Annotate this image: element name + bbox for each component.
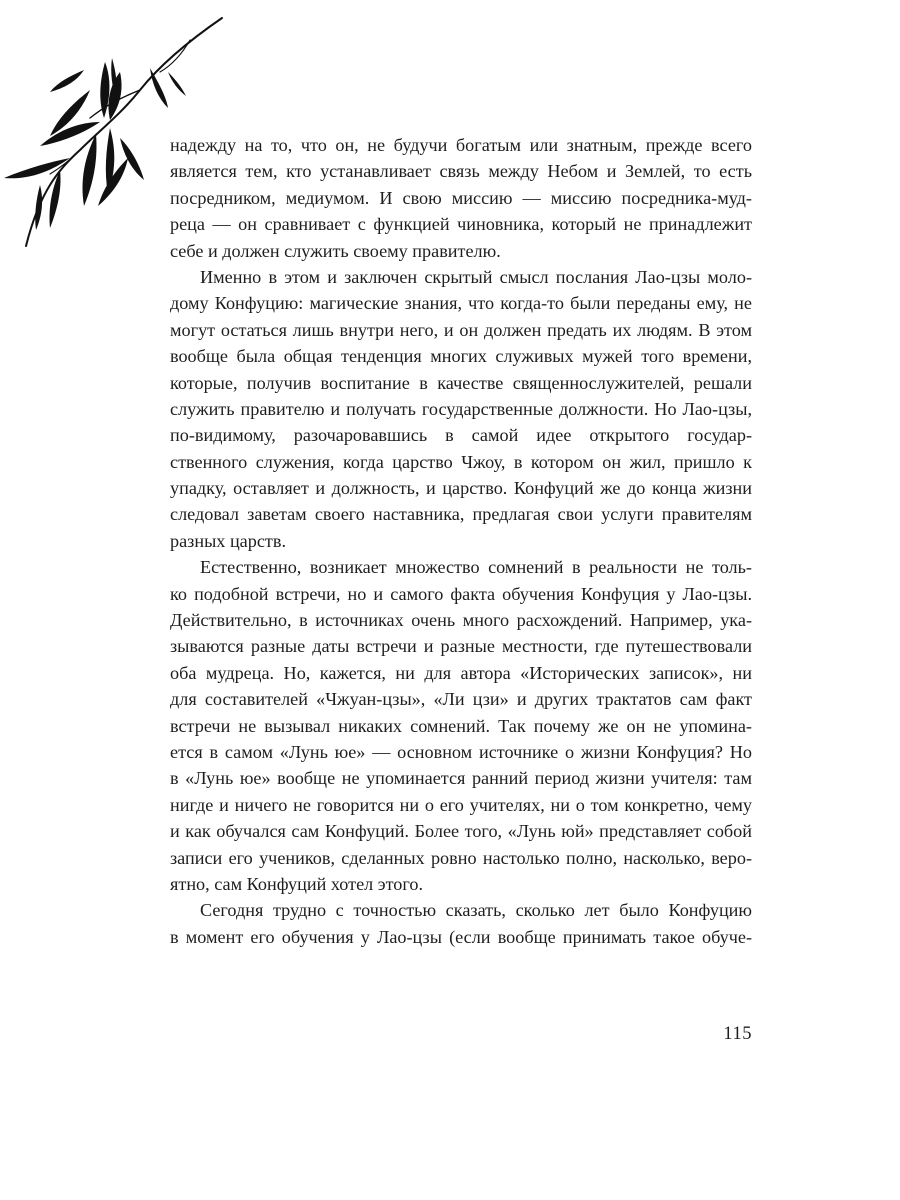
text-line: себе и должен служить своему правителю. xyxy=(170,240,501,261)
text-line: записи его учеников, сделанных ровно настолько полно, насколько, веро- xyxy=(170,847,752,868)
text-line: нигде и ничего не говорится ни о его учителях, ни о том конкретно, чему xyxy=(170,794,752,815)
text-line: в «Лунь юе» вообще не упоминается ранний период жизни учителя: там xyxy=(170,768,752,789)
text-line: дому Конфуцию: магические знания, что когда-то были переданы ему, не xyxy=(170,293,752,314)
text-line: в момент его обучения у Лао-цзы (если вообще принимать такое обуче- xyxy=(170,926,752,947)
text-line: следовал заветам своего наставника, предлагая свои услуги правителям xyxy=(170,504,752,525)
text-line: Естественно, возникает множество сомнений в реальности не толь- xyxy=(200,557,752,578)
text-line: которые, получив воспитание в качестве священнослужителей, решали xyxy=(170,372,752,393)
text-line: посредником, медиумом. И свою миссию — миссию посредника-муд- xyxy=(170,187,752,208)
text-line: встречи не вызывал никаких сомнений. Так почему же он не упомина- xyxy=(170,715,752,736)
text-line: является тем, кто устанавливает связь между Небом и Землей, то есть xyxy=(170,161,752,182)
text-line: вообще была общая тенденция многих служивых мужей того времени, xyxy=(170,346,752,367)
text-line: разных царств. xyxy=(170,530,286,551)
text-line: ятно, сам Конфуций хотел этого. xyxy=(170,873,424,894)
text-line: надежду на то, что он, не будучи богатым или знатным, прежде всего xyxy=(170,135,752,155)
text-line: для составителей «Чжуан-цзы», «Ли цзи» и других трактатов сам факт xyxy=(170,689,752,710)
text-line: оба мудреца. Но, кажется, ни для автора «Исторических записок», ни xyxy=(170,662,752,683)
text-line: реца — он сравнивает с функцией чиновника, который не принадлежит xyxy=(170,214,752,235)
text-line: Именно в этом и заключен скрытый смысл послания Лао-цзы моло- xyxy=(200,266,752,287)
text-line: Сегодня трудно с точностью сказать, сколько лет было Конфуцию xyxy=(200,900,752,921)
text-line: служить правителю и получать государственные должности. Но Лао-цзы, xyxy=(170,398,752,419)
text-line: зываются разные даты встречи и разные местности, где путешествовали xyxy=(170,636,752,657)
text-line: ется в самом «Лунь юе» — основном источнике о жизни Конфуция? Но xyxy=(170,741,752,762)
text-line: Действительно, в источниках очень много расхождений. Например, ука- xyxy=(170,610,752,631)
page-number: 115 xyxy=(723,1024,752,1044)
body-text xyxy=(170,132,752,950)
text-line: ственного служения, когда царство Чжоу, в котором он жил, пришло к xyxy=(170,451,752,472)
text-line: ко подобной встречи, но и самого факта обучения Конфуция у Лао-цзы. xyxy=(170,583,752,604)
text-line: могут остаться лишь внутри него, и он должен предать их людям. В этом xyxy=(170,319,752,340)
text-line: упадку, оставляет и должность, и царство. Конфуций же до конца жизни xyxy=(170,478,752,499)
text-line: по-видимому, разочаровавшись в самой идее открытого государ- xyxy=(170,425,752,446)
text-line: и как обучался сам Конфуций. Более того, «Лунь юй» представляет собой xyxy=(170,821,752,842)
